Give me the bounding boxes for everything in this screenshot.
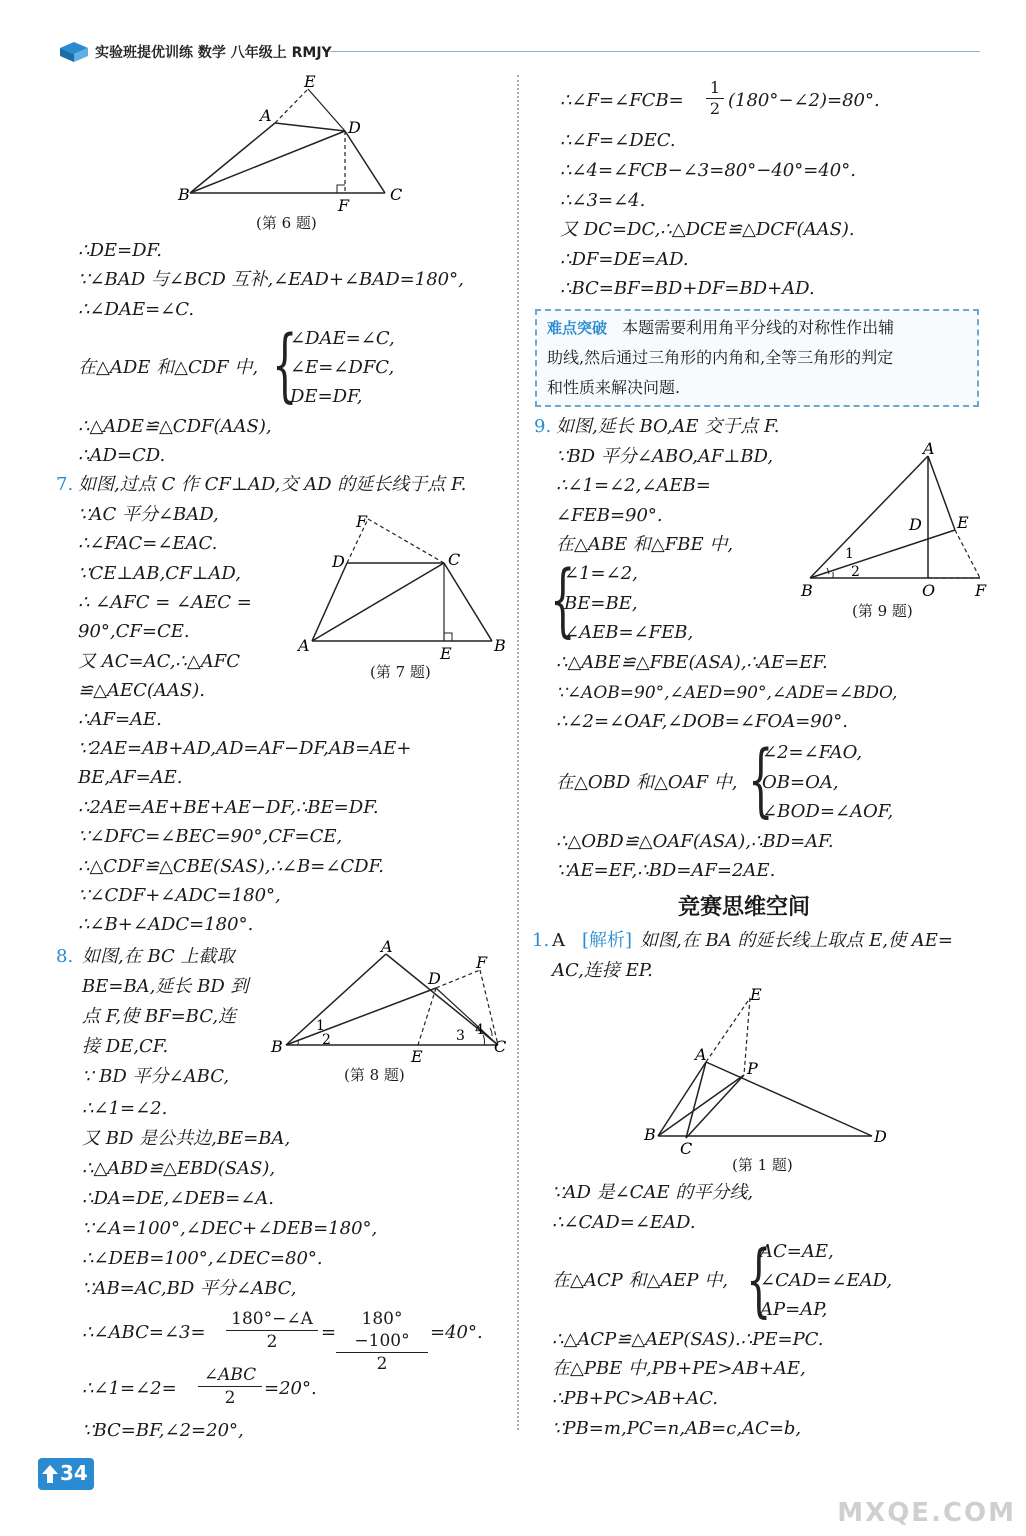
fig9-label-1: 1 <box>845 546 854 562</box>
fig7-caption: (第 7 题) <box>370 663 431 681</box>
r-l1-frac-denominator: 2 <box>709 99 721 118</box>
fig9-caption: (第 9 题) <box>852 602 913 620</box>
fig7-label-C: C <box>448 550 461 569</box>
q7-line-7: ≌△AEC(AAS). <box>78 680 205 701</box>
r-line-a-4: ∴DF=DE=AD. <box>560 249 689 270</box>
q9-line-8: ∴△ABE≌△FBE(ASA),∴AE=EF. <box>556 652 828 673</box>
q7-line-3: ∵CE⊥AB,CF⊥AD, <box>78 563 241 584</box>
fig6-caption: (第 6 题) <box>256 214 317 232</box>
q9-line-2: ∴∠1=∠2,∠AEB= <box>556 475 711 496</box>
p6-line-6: DE=DF, <box>290 386 363 407</box>
fig8-label-A: A <box>381 940 393 956</box>
fig8-label-1: 1 <box>316 1018 325 1034</box>
q8-frac1-prefix: ∴∠ABC=∠3= <box>82 1322 206 1343</box>
c1-line-7: AP=AP, <box>760 1299 828 1320</box>
q8-last-line: ∵BC=BF,∠2=20°, <box>82 1420 244 1441</box>
c1-line-2: ∵AD 是∠CAE 的平分线, <box>552 1182 754 1203</box>
c1-brace: { <box>746 1233 772 1326</box>
p6-line-1: ∵∠BAD 与∠BCD 互补,∠EAD+∠BAD=180°, <box>78 269 464 290</box>
fig9-label-A: A <box>923 440 935 458</box>
r-l1-frac-numerator: 1 <box>706 78 724 99</box>
p6-line-7: ∴△ADE≌△CDF(AAS), <box>78 416 272 437</box>
q7-line-15: ∴∠B+∠ADC=180°. <box>78 914 254 935</box>
figc1-label-E: E <box>750 985 762 1004</box>
q8-frac1-denominator: 2 <box>266 1332 278 1352</box>
fig6-label-F: F <box>338 196 350 215</box>
q9-line-7: ∠AEB=∠FEB, <box>564 622 694 643</box>
q7-line-10: BE,AF=AE. <box>78 767 183 788</box>
p6-line-2: ∴∠DAE=∠C. <box>78 299 195 320</box>
c1-line-4: 在△ACP 和△AEP 中, <box>552 1270 728 1291</box>
fig9-label-D: D <box>909 515 922 534</box>
page-number-badge <box>38 1458 94 1490</box>
q9-line-13: OB=OA, <box>762 772 839 793</box>
fig6-label-C: C <box>390 185 403 204</box>
fig8-label-2: 2 <box>322 1032 331 1048</box>
c1-line-10: ∴PB+PC>AB+AC. <box>552 1388 718 1409</box>
section-title: 竞赛思维空间 <box>678 895 811 920</box>
fig9-label-F: F <box>975 581 987 600</box>
figc1-label-D: D <box>874 1127 887 1146</box>
fig8-label-3: 3 <box>456 1028 465 1044</box>
r-line-a-1: ∴∠4=∠FCB−∠3=80°−40°=40°. <box>560 160 856 181</box>
fig9-label-B: B <box>801 581 813 600</box>
tip-line-2: 和性质来解决问题. <box>547 378 681 397</box>
c1-line-11: ∵PB=m,PC=n,AB=c,AC=b, <box>552 1418 802 1439</box>
p6-line-3: 在△ADE 和△CDF 中, <box>78 357 259 378</box>
figure-7 <box>292 505 517 660</box>
c1-line-0: 如图,在 BA 的延长线上取点 E,使 AE= <box>640 930 953 951</box>
c1-jiexi: [解析] <box>582 930 633 951</box>
q7-line-6: 又 AC=AC,∴△AFC <box>78 651 240 672</box>
q9-brace-2: { <box>748 733 774 826</box>
q8-line-6: 又 BD 是公共边,BE=BA, <box>82 1128 291 1149</box>
fig6-label-B: B <box>178 185 190 204</box>
figure-6 <box>170 75 410 215</box>
fig8-caption: (第 8 题) <box>344 1066 405 1084</box>
c1-line-3: ∴∠CAD=∠EAD. <box>552 1212 696 1233</box>
fig7-label-D: D <box>332 552 345 571</box>
tip-line-0 <box>547 317 894 339</box>
q9-line-6: BE=BE, <box>564 593 638 614</box>
q9-line-16: ∵AE=EF,∴BD=AF=2AE. <box>556 860 776 881</box>
q8-frac2-numerator: 180°−100° <box>336 1308 428 1353</box>
q9-line-10: ∴∠2=∠OAF,∠DOB=∠FOA=90°. <box>556 711 848 732</box>
q7-line-12: ∵∠DFC=∠BEC=90°,CF=CE, <box>78 826 343 847</box>
q7-line-8: ∴AF=AE. <box>78 709 162 730</box>
header-rule <box>330 51 980 52</box>
q8-frac1-numerator: 180°−∠A <box>226 1308 318 1331</box>
c1-number: 1. <box>532 930 550 951</box>
q9-number: 9. <box>534 416 552 437</box>
fig6-label-D: D <box>348 118 361 137</box>
q9-line-1: ∵BD 平分∠ABO,AF⊥BD, <box>556 446 774 467</box>
fig9-label-O: O <box>922 581 936 600</box>
r-l1-suffix: (180°−∠2)=80°. <box>728 90 880 111</box>
book-logo-icon <box>57 40 91 64</box>
q9-line-3: ∠FEB=90°. <box>556 505 663 526</box>
p6-brace: { <box>272 318 298 411</box>
column-divider <box>517 75 519 1430</box>
q9-brace-1: { <box>550 553 576 646</box>
fig7-label-A: A <box>298 636 310 655</box>
c1-line-5: AC=AE, <box>760 1241 834 1262</box>
q8-frac3 <box>198 1364 262 1409</box>
q8-frac1-eq: = <box>321 1322 337 1343</box>
tip-tag: 难点突破 <box>547 319 608 337</box>
q7-line-0: 如图,过点 C 作 CF⊥AD,交 AD 的延长线于点 F. <box>78 474 467 495</box>
p6-line-0: ∴DE=DF. <box>78 240 162 261</box>
figc1-caption: (第 1 题) <box>732 1156 793 1174</box>
q7-line-2: ∴∠FAC=∠EAC. <box>78 533 218 554</box>
q8-line-8: ∴DA=DE,∠DEB=∠A. <box>82 1188 275 1209</box>
q7-line-9: ∵2AE=AB+AD,AD=AF−DF,AB=AE+ <box>78 738 412 759</box>
q7-line-5: 90°,CF=CE. <box>78 621 190 642</box>
fig6-label-E: E <box>304 75 316 91</box>
r-line-a-2: ∴∠3=∠4. <box>560 190 646 211</box>
q8-line-5: ∴∠1=∠2. <box>82 1098 168 1119</box>
fig7-label-E: E <box>440 644 452 660</box>
r-l1-prefix: ∴∠F=∠FCB= <box>560 90 684 111</box>
q8-line-2: 点 F,使 BF=BC,连 <box>82 1006 237 1027</box>
r-line-a-3: 又 DC=DC,∴△DCE≌△DCF(AAS). <box>560 219 855 240</box>
fig8-label-C: C <box>494 1037 507 1056</box>
r-l1-frac <box>706 78 724 119</box>
p6-line-5: ∠E=∠DFC, <box>290 357 395 378</box>
q8-frac1 <box>226 1308 318 1353</box>
header-title: 实验班提优训练 数学 八年级上 RMJY <box>95 45 332 61</box>
c1-line-6: ∠CAD=∠EAD, <box>760 1270 893 1291</box>
p6-line-8: ∴AD=CD. <box>78 445 166 466</box>
q7-number: 7. <box>56 474 74 495</box>
figc1-label-C: C <box>680 1139 693 1154</box>
q8-frac3-numerator: ∠ABC <box>198 1364 262 1387</box>
c1-line-8: ∴△ACP≌△AEP(SAS).∴PE=PC. <box>552 1329 824 1350</box>
c1-line-9: 在△PBE 中,PB+PE>AB+AE, <box>552 1358 806 1379</box>
tip-text-0: 本题需要利用角平分线的对称性作出辅 <box>622 318 895 337</box>
fig8-label-F: F <box>476 953 488 972</box>
q8-frac2-denominator: 2 <box>376 1354 388 1374</box>
q8-line-10: ∴∠DEB=100°,∠DEC=80°. <box>82 1248 323 1269</box>
fig9-label-E: E <box>957 513 969 532</box>
q8-line-11: ∵AB=AC,BD 平分∠ABC, <box>82 1278 297 1299</box>
figure-c1 <box>640 982 895 1154</box>
q9-line-14: ∠BOD=∠AOF, <box>762 801 894 822</box>
q7-line-13: ∴△CDF≌△CBE(SAS),∴∠B=∠CDF. <box>78 856 385 877</box>
q8-frac3-prefix: ∴∠1=∠2= <box>82 1378 177 1399</box>
q7-line-1: ∵AC 平分∠BAD, <box>78 504 219 525</box>
fig8-label-4: 4 <box>475 1022 484 1038</box>
q8-line-9: ∵∠A=100°,∠DEC+∠DEB=180°, <box>82 1218 378 1239</box>
fig9-label-2: 2 <box>851 564 860 580</box>
q9-line-0: 如图,延长 BO,AE 交于点 F. <box>556 416 780 437</box>
q8-line-4: ∵ BD 平分∠ABC, <box>82 1066 230 1087</box>
q8-frac3-denominator: 2 <box>224 1388 236 1408</box>
q8-frac2-suffix: =40°. <box>430 1322 483 1343</box>
q9-line-12: ∠2=∠FAO, <box>762 742 863 763</box>
fig6-label-A: A <box>260 106 272 125</box>
q9-line-4: 在△ABE 和△FBE 中, <box>556 534 734 555</box>
q8-line-1: BE=BA,延长 BD 到 <box>82 976 249 997</box>
up-arrow-icon <box>41 1464 59 1484</box>
q9-line-5: ∠1=∠2, <box>564 563 638 584</box>
r-line-a-0: ∴∠F=∠DEC. <box>560 130 676 151</box>
difficulty-tip-box <box>535 309 979 407</box>
figc1-label-A: A <box>695 1045 707 1064</box>
fig7-label-F: F <box>356 512 368 531</box>
r-line-a-5: ∴BC=BF=BD+DF=BD+AD. <box>560 278 815 299</box>
q8-frac2 <box>336 1308 428 1375</box>
watermark: MXQE.COM <box>837 1498 1016 1528</box>
page-header <box>45 38 980 66</box>
tip-line-1: 助线,然后通过三角形的内角和,全等三角形的判定 <box>547 348 894 367</box>
page-number: 34 <box>60 1461 88 1485</box>
q9-line-11: 在△OBD 和△OAF 中, <box>556 772 738 793</box>
fig8-label-E: E <box>411 1047 423 1065</box>
figc1-label-B: B <box>644 1125 656 1144</box>
q8-number: 8. <box>56 946 74 967</box>
figure-8 <box>268 940 513 1065</box>
fig8-label-B: B <box>271 1037 283 1056</box>
q9-line-9: ∵∠AOB=90°,∠AED=90°,∠ADE=∠BDO, <box>556 683 898 703</box>
q8-line-0: 如图,在 BC 上截取 <box>82 946 235 967</box>
figc1-label-P: P <box>747 1059 758 1078</box>
p6-line-4: ∠DAE=∠C, <box>290 328 395 349</box>
figure-9 <box>795 440 995 605</box>
q8-line-7: ∴△ABD≌△EBD(SAS), <box>82 1158 276 1179</box>
q8-frac3-suffix: =20°. <box>264 1378 317 1399</box>
q8-line-3: 接 DE,CF. <box>82 1036 169 1057</box>
fig7-label-B: B <box>494 636 506 655</box>
fig8-label-D: D <box>428 969 441 988</box>
c1-answer: A <box>552 930 565 951</box>
c1-line-1: AC,连接 EP. <box>552 960 653 981</box>
q7-line-14: ∵∠CDF+∠ADC=180°, <box>78 885 281 906</box>
q7-line-11: ∴2AE=AE+BE+AE−DF,∴BE=DF. <box>78 797 379 818</box>
q7-line-4: ∴ ∠AFC = ∠AEC = <box>78 592 252 613</box>
q9-line-15: ∴△OBD≌△OAF(ASA),∴BD=AF. <box>556 831 834 852</box>
